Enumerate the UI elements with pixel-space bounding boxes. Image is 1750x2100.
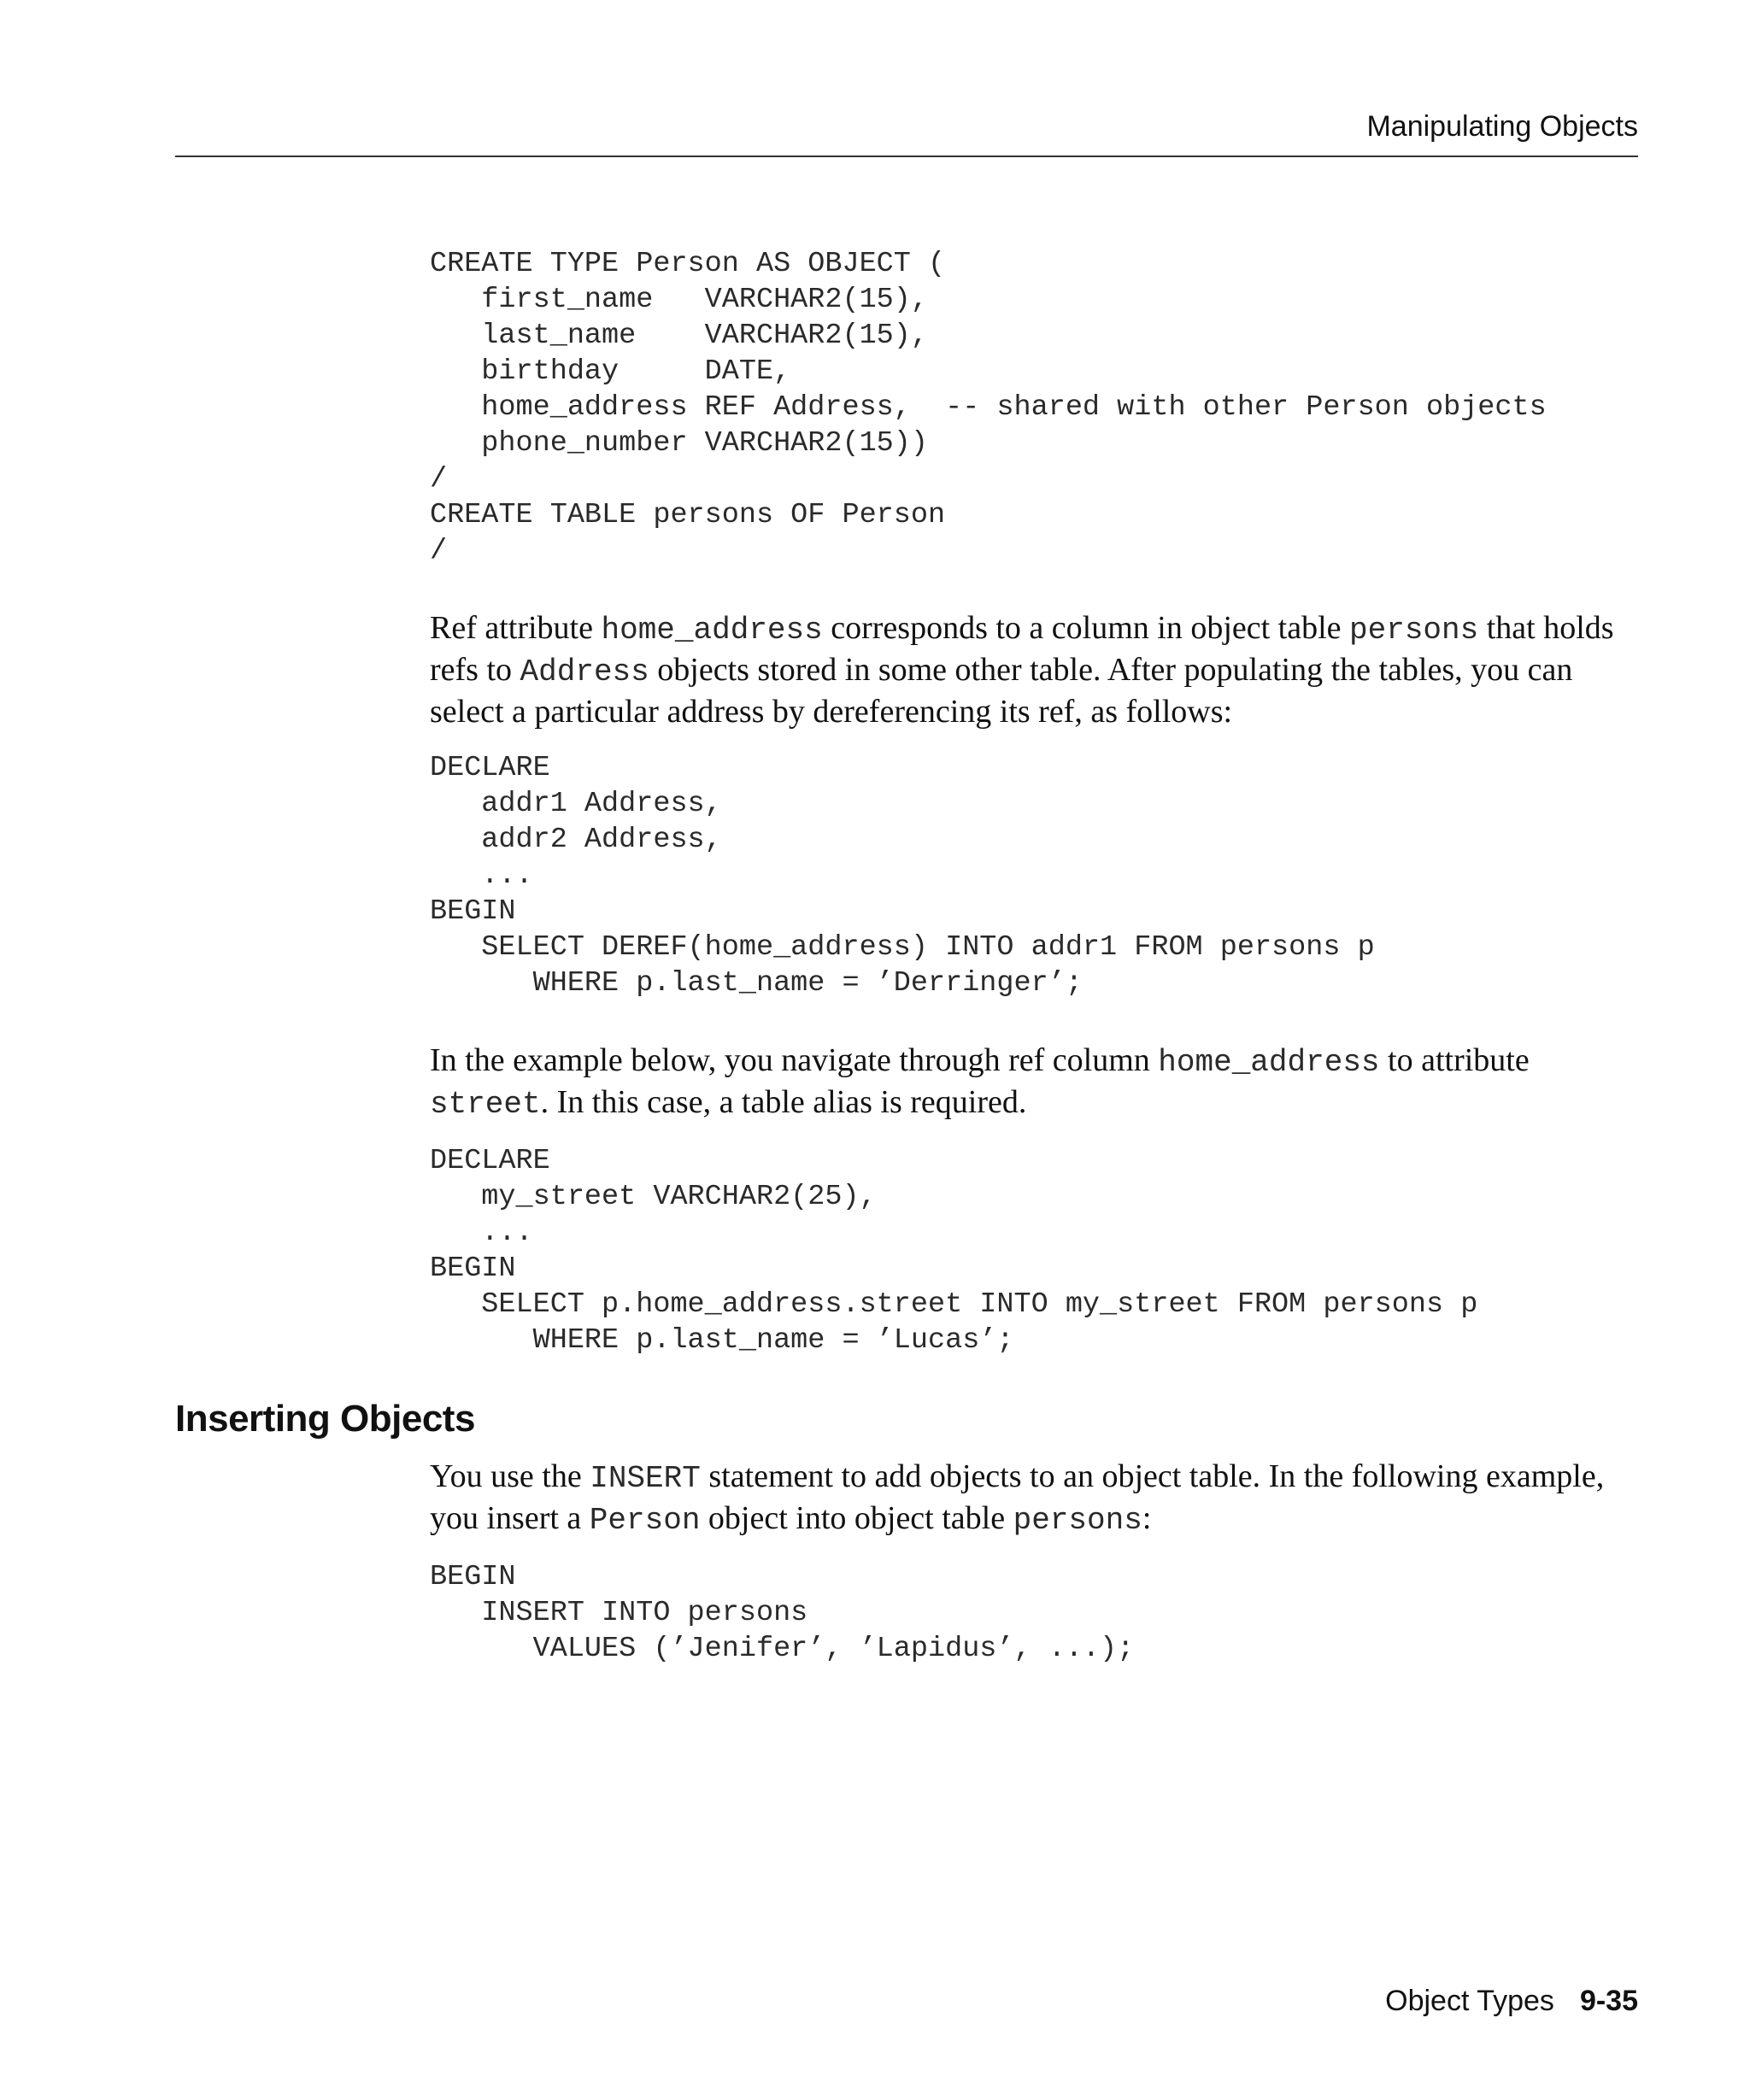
paragraph-navigate-ref bbox=[430, 1041, 1638, 1124]
section-heading-inserting-objects: Inserting Objects bbox=[175, 1398, 475, 1440]
code-block-insert: BEGIN INSERT INTO persons VALUES (’Jenifer’, ’Lapidus’, ...); bbox=[430, 1561, 1135, 1665]
para2-text-1: In the example below, you navigate through ref column bbox=[430, 1042, 1159, 1078]
section-body-inserting bbox=[430, 1457, 1638, 1667]
running-header bbox=[175, 103, 1638, 157]
para3-code-persons: persons bbox=[1013, 1503, 1142, 1538]
para2-code-street: street bbox=[430, 1087, 541, 1122]
para3-text-2: statement to add objects to an object table. In the following example, you insert a bbox=[430, 1458, 1605, 1536]
para1-code-home-address: home_address bbox=[601, 613, 823, 648]
code-block-create-type: CREATE TYPE Person AS OBJECT ( first_name VARCHAR2(15), last_name VARCHAR2(15), birthday DATE, home_address REF Address, -- shared with other Person objects phone_number VARCHAR2(15)) / CREATE TABLE persons OF Person / bbox=[430, 248, 1547, 567]
para3-code-insert: INSERT bbox=[590, 1461, 701, 1496]
code-block-deref: DECLARE addr1 Address, addr2 Address, ... BEGIN SELECT DEREF(home_address) INTO addr1 FROM persons p WHERE p.last_name = ’Derringer’; bbox=[430, 752, 1375, 1000]
para2-text-2: to attribute bbox=[1379, 1042, 1530, 1078]
para3-text-1: You use the bbox=[430, 1458, 590, 1494]
paragraph-insert-statement bbox=[430, 1457, 1638, 1540]
footer-chapter: Object Types bbox=[1385, 1985, 1554, 2017]
para1-text-1: Ref attribute bbox=[430, 610, 602, 646]
para3-code-person: Person bbox=[589, 1503, 701, 1538]
para1-text-4: objects stored in some other table. After populating the tables, you can select a particular address by dereferencing its ref, as follows: bbox=[430, 652, 1573, 730]
running-footer bbox=[1385, 1980, 1638, 2021]
para2-text-3: . In this case, a table alias is required. bbox=[540, 1084, 1027, 1120]
para3-text-4: : bbox=[1142, 1500, 1152, 1536]
page-number: 9-35 bbox=[1579, 1985, 1638, 2017]
para1-text-3: that holds refs to bbox=[430, 610, 1614, 688]
code-block-navigate: DECLARE my_street VARCHAR2(25), ... BEGIN SELECT p.home_address.street INTO my_street FROM persons p WHERE p.last_name = ’Lucas’; bbox=[430, 1145, 1478, 1357]
para1-text-2: corresponds to a column in object table bbox=[822, 610, 1350, 646]
main-content bbox=[430, 246, 1638, 1358]
para3-text-3: object into object table bbox=[700, 1500, 1013, 1536]
paragraph-ref-attribute bbox=[430, 608, 1638, 731]
para2-code-home-address: home_address bbox=[1158, 1045, 1380, 1080]
header-title: Manipulating Objects bbox=[1366, 110, 1638, 143]
para1-code-address: Address bbox=[520, 654, 649, 689]
para1-code-persons: persons bbox=[1349, 613, 1479, 648]
